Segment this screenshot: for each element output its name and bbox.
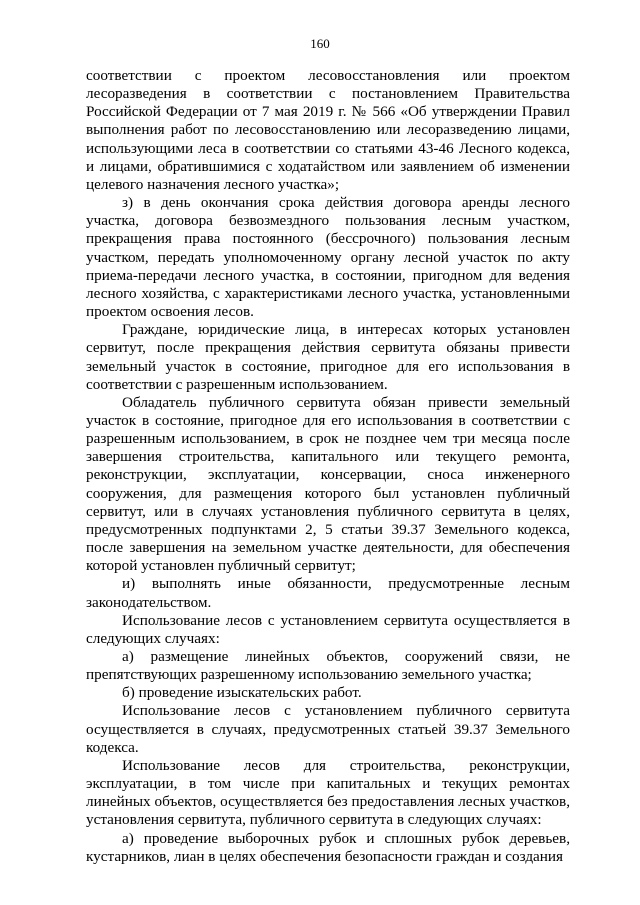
paragraph-8: б) проведение изыскательских работ. <box>122 684 362 702</box>
paragraph-6: Использование лесов с установлением сервитута осуществляется в следующих случаях: <box>86 611 570 647</box>
paragraph-11: а) проведение выборочных рубок и сплошных рубок деревьев, кустарников, лиан в целях обеспечения безопасности граждан и создания <box>86 829 570 865</box>
paragraph-4: Обладатель публичного сервитута обязан привести земельный участок в состояние, пригодное для его использования в соответствии с разрешенным использованием, в срок не позднее чем три месяца после завершения строительства, капитального или текущего ремонта, реконструкции, эксплуатации, консервации, сноса инженерного сооружения, для размещения которого был установлен публичный сервитут, или в случаях установления публичного сервитута в целях, предусмотренных подпунктами 2, 5 статьи 39.37 Земельного кодекса, после завершения на земельном участке деятельности, для обеспечения которой установлен публичный сервитут; <box>86 393 570 575</box>
page-number: 160 <box>310 36 330 51</box>
paragraph-9: Использование лесов с установлением публичного сервитута осуществляется в случаях, предусмотренных статьей 39.37 Земельного кодекса. <box>86 702 570 756</box>
paragraph-2: з) в день окончания срока действия договора аренды лесного участка, договора безвозмездного пользования лесным участком, прекращения права постоянного (бессрочного) пользования лесным участком, передать уполномоченному органу лесной участок по акту приема-передачи лесного участка, в состоянии, пригодном для ведения лесного хозяйства, с характеристиками лесного участка, установленными проектом освоения лесов. <box>86 194 570 321</box>
paragraph-7: а) размещение линейных объектов, сооружений связи, не препятствующих разрешенному использованию земельного участка; <box>86 648 570 684</box>
paragraph-5: и) выполнять иные обязанности, предусмотренные лесным законодательством. <box>86 575 570 611</box>
paragraph-1: соответствии с проектом лесовосстановления или проектом лесоразведения в соответствии с постановлением Правительства Российской Федерации от 7 мая 2019 г. № 566 «Об утверждении Правил выполнения работ по лесовосстановлению или лесоразведению лицами, использующими леса в соответствии со статьями 43-46 Лесного кодекса, и лицами, обратившимися с ходатайством или заявлением об изменении целевого назначения лесного участка»; <box>86 67 570 193</box>
paragraph-3: Граждане, юридические лица, в интересах которых установлен сервитут, после прекращения действия сервитута обязаны привести земельный участок в состояние, пригодное для его использования в соответствии с разрешенным использованием. <box>86 321 570 393</box>
paragraph-10: Использование лесов для строительства, реконструкции, эксплуатации, в том числе при капитальных и текущих ремонтах линейных объектов, осуществляется без предоставления лесных участков, установления сервитута, публичного сервитута в следующих случаях: <box>86 756 570 829</box>
document-body <box>86 67 570 866</box>
